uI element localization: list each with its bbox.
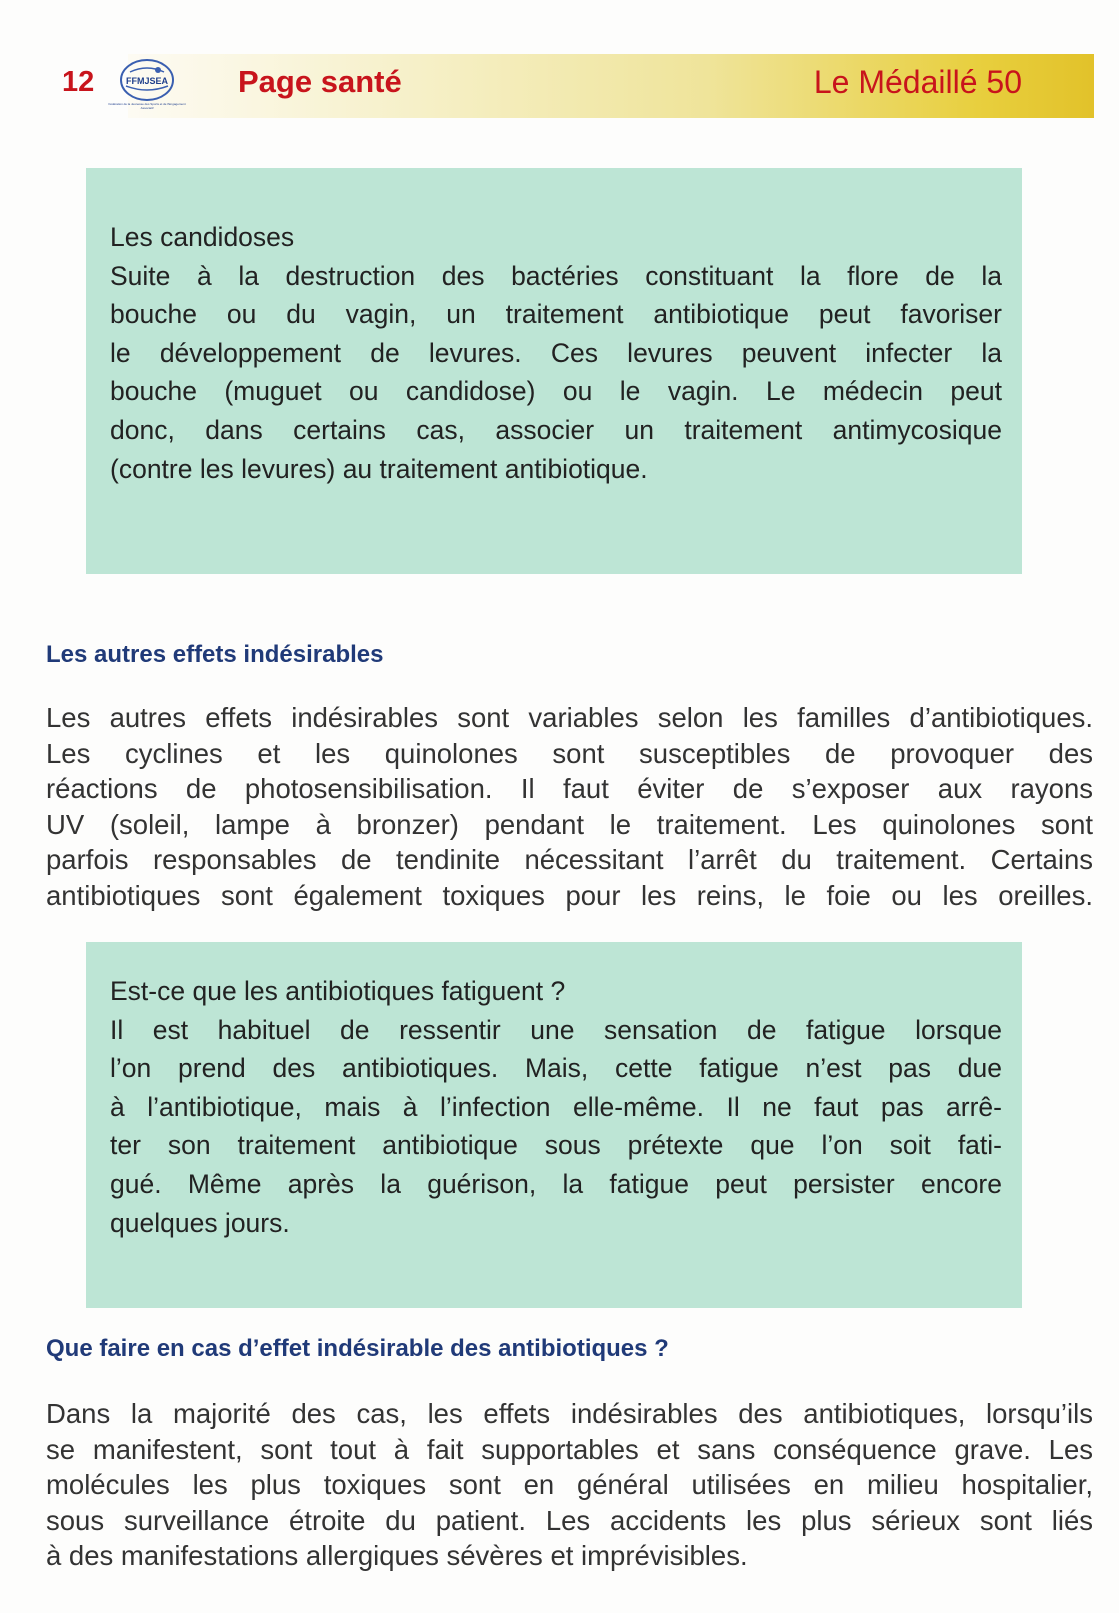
autres-effets-paragraph: [46, 700, 1093, 914]
box-text-line: ter son traitement antibiotique sous prétexte que l’on soit fati-: [110, 1130, 1002, 1161]
candidoses-box: [86, 168, 1022, 574]
page-number: 12: [62, 66, 95, 98]
paragraph-line: Dans la majorité des cas, les effets indésirables des antibiotiques, lorsqu’ils: [46, 1398, 1093, 1429]
logo-graphic: [108, 58, 186, 102]
box-text-line: le développement de levures. Ces levures peuvent infecter la: [110, 337, 1002, 368]
publication-title: Le Médaillé 50: [813, 64, 1022, 100]
fatigue-box: [86, 942, 1022, 1308]
paragraph-line: réactions de photosensibilisation. Il faut éviter de s’exposer aux rayons: [46, 773, 1093, 805]
paragraph-line: antibiotiques sont également toxiques pour les reins, le foie ou les oreilles.: [46, 879, 1093, 911]
fatigue-title: Est-ce que les antibiotiques fatiguent ?: [110, 976, 566, 1006]
paragraph-line: à des manifestations allergiques sévères et imprévisibles.: [46, 1540, 748, 1572]
paragraph-line: se manifestent, sont tout à fait supportables et sans conséquence grave. Les: [46, 1433, 1093, 1465]
box-text-line: Suite à la destruction des bactéries constituant la flore de la: [110, 260, 1002, 291]
que-faire-heading: Que faire en cas d’effet indésirable des antibiotiques ?: [46, 1335, 669, 1362]
paragraph-line: Les autres effets indésirables sont variables selon les familles d’antibiotiques.: [46, 702, 1093, 733]
box-text-line: gué. Même après la guérison, la fatigue peut persister encore: [110, 1168, 1002, 1199]
candidoses-text: [110, 218, 1002, 488]
box-text-line: donc, dans certains cas, associer un traitement antimycosique: [110, 414, 1002, 445]
paragraph-line: Les cyclines et les quinolones sont susceptibles de provoquer des: [46, 737, 1093, 769]
box-text-line: (contre les levures) au traitement antibiotique.: [110, 453, 648, 484]
box-text-line: bouche ou du vagin, un traitement antibiotique peut favoriser: [110, 299, 1002, 330]
logo-tagline: Fédération de la Jeunesse des Sports et de l'Engagement Associatif: [108, 102, 186, 110]
box-text-line: l’on prend des antibiotiques. Mais, cette fatigue n’est pas due: [110, 1053, 1002, 1084]
que-faire-paragraph: [46, 1396, 1093, 1574]
candidoses-title: Les candidoses: [110, 222, 295, 252]
paragraph-line: parfois responsables de tendinite nécessitant l’arrêt du traitement. Certains: [46, 844, 1093, 876]
box-text-line: quelques jours.: [110, 1207, 290, 1238]
autres-effets-heading: Les autres effets indésirables: [46, 641, 384, 668]
paragraph-line: UV (soleil, lampe à bronzer) pendant le traitement. Les quinolones sont: [46, 808, 1093, 840]
paragraph-line: sous surveillance étroite du patient. Les accidents les plus sérieux sont liés: [46, 1504, 1093, 1536]
logo-text: FFMJSEA: [125, 76, 169, 86]
section-title: Page santé: [238, 64, 402, 99]
paragraph-line: molécules les plus toxiques sont en général utilisées en milieu hospitalier,: [46, 1469, 1093, 1501]
federation-logo-icon: [108, 58, 186, 118]
box-text-line: bouche (muguet ou candidose) ou le vagin. Le médecin peut: [110, 376, 1002, 407]
fatigue-text: [110, 972, 1002, 1242]
box-text-line: Il est habituel de ressentir une sensation de fatigue lorsque: [110, 1014, 1002, 1045]
box-text-line: à l’antibiotique, mais à l’infection elle-même. Il ne faut pas arrê-: [110, 1091, 1002, 1122]
